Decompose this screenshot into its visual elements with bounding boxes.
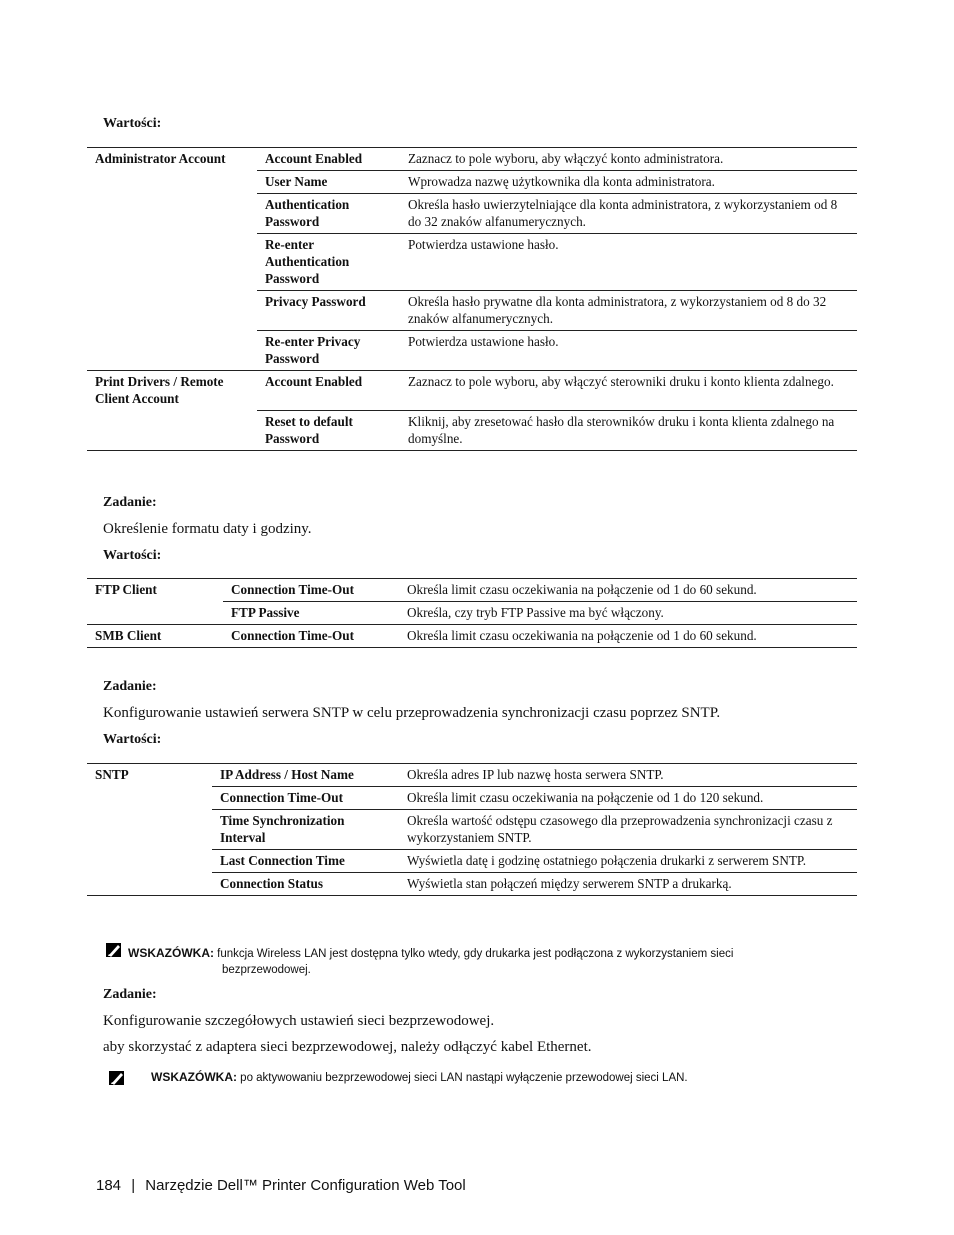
row-desc-cell: Potwierdza ustawione hasło. [400,331,857,371]
row-group-cell: Administrator Account [87,148,257,171]
row-field-cell: Connection Time-Out [212,787,399,810]
table-row [87,850,857,873]
row-group-cell [87,171,257,194]
row-group-cell [87,602,223,625]
admin-accounts-table [87,147,857,451]
task-label-4: Zadanie: [103,987,157,1002]
note-lan [151,1070,688,1084]
note-text-cont: bezprzewodowej. [222,964,311,976]
row-desc-cell: Zaznacz to pole wyboru, aby włączyć sterowniki druku i konto klienta zdalnego. [400,371,857,411]
row-desc-cell: Określa adres IP lub nazwę hosta serwera SNTP. [399,764,857,787]
row-field-cell: Re-enter Authentication Password [257,234,400,291]
ftp-smb-table [87,578,857,648]
row-field-cell: Time Synchronization Interval [212,810,399,850]
task-text-2: Określenie formatu daty i godziny. [103,521,312,537]
table-row [87,171,857,194]
row-desc-cell: Potwierdza ustawione hasło. [400,234,857,291]
row-field-cell: Privacy Password [257,291,400,331]
table-row [87,873,857,896]
table-row [87,148,857,171]
table-row [87,602,857,625]
row-field-cell: Connection Status [212,873,399,896]
note-label: WSKAZÓWKA: [128,946,214,960]
row-group-cell [87,291,257,331]
footer-separator: | [131,1177,136,1194]
row-field-cell: Last Connection Time [212,850,399,873]
table-row [87,787,857,810]
row-desc-cell: Kliknij, aby zresetować hasło dla sterowników druku i konta klienta zdalnego na domyślne. [400,410,857,450]
row-group-cell [87,787,212,810]
row-group-cell: SMB Client [87,625,223,648]
row-field-cell: Account Enabled [257,371,400,411]
page-footer [96,1177,466,1194]
task-text-4: Konfigurowanie szczegółowych ustawień sieci bezprzewodowej. [103,1013,495,1029]
note-text: po aktywowaniu bezprzewodowej sieci LAN nastąpi wyłączenie przewodowej sieci LAN. [236,1072,688,1084]
table-row [87,234,857,291]
page-number: 184 [96,1177,122,1194]
row-group-cell [87,410,257,450]
footer-title: Narzędzie Dell™ Printer Configuration Web Tool [145,1177,466,1194]
row-field-cell: User Name [257,171,400,194]
row-group-cell: Print Drivers / Remote Client Account [87,371,257,411]
row-desc-cell: Zaznacz to pole wyboru, aby włączyć konto administratora. [400,148,857,171]
table-row [87,331,857,371]
table-row [87,625,857,648]
note-label: WSKAZÓWKA: [151,1070,237,1084]
row-desc-cell: Określa wartość odstępu czasowego dla przeprowadzenia synchronizacji czasu z wykorzystaniem SNTP. [399,810,857,850]
row-group-cell [87,331,257,371]
row-group-cell [87,234,257,291]
note-pencil-icon [105,941,123,959]
row-group-cell [87,810,212,850]
row-desc-cell: Określa limit czasu oczekiwania na połączenie od 1 do 60 sekund. [399,625,857,648]
row-desc-cell: Wyświetla stan połączeń między serwerem SNTP a drukarką. [399,873,857,896]
values-label-2: Wartości: [103,548,162,563]
table-row [87,579,857,602]
task-text-3: Konfigurowanie ustawień serwera SNTP w celu przeprowadzenia synchronizacji czasu poprzez SNTP. [103,705,721,721]
table-row [87,810,857,850]
row-desc-cell: Określa hasło prywatne dla konta administratora, z wykorzystaniem od 8 do 32 znaków alfanumerycznych. [400,291,857,331]
row-desc-cell: Określa limit czasu oczekiwania na połączenie od 1 do 120 sekund. [399,787,857,810]
table-row [87,291,857,331]
row-desc-cell: Wprowadza nazwę użytkownika dla konta administratora. [400,171,857,194]
row-field-cell: Account Enabled [257,148,400,171]
table-row [87,410,857,450]
row-group-cell: FTP Client [87,579,223,602]
row-group-cell: SNTP [87,764,212,787]
table-row [87,371,857,411]
note-pencil-icon [108,1069,126,1087]
table-row [87,194,857,234]
row-field-cell: Connection Time-Out [223,579,399,602]
values-label-3: Wartości: [103,732,162,747]
row-desc-cell: Określa hasło uwierzytelniające dla konta administratora, z wykorzystaniem od 8 do 32 znaków alfanumerycznych. [400,194,857,234]
task-label-2: Zadanie: [103,495,157,510]
row-field-cell: Re-enter Privacy Password [257,331,400,371]
row-desc-cell: Określa, czy tryb FTP Passive ma być włączony. [399,602,857,625]
table-row [87,764,857,787]
row-field-cell: FTP Passive [223,602,399,625]
row-group-cell [87,873,212,896]
row-group-cell [87,194,257,234]
row-field-cell: Connection Time-Out [223,625,399,648]
row-desc-cell: Wyświetla datę i godzinę ostatniego połączenia drukarki z serwerem SNTP. [399,850,857,873]
row-field-cell: Reset to default Password [257,410,400,450]
note-text: funkcja Wireless LAN jest dostępna tylko wtedy, gdy drukarka jest podłączona z wykorzystaniem sieci [213,948,734,960]
row-group-cell [87,850,212,873]
note-wireless [128,946,828,960]
row-field-cell: IP Address / Host Name [212,764,399,787]
task-text-4b: aby skorzystać z adaptera sieci bezprzewodowej, należy odłączyć kabel Ethernet. [103,1039,592,1055]
values-label-1: Wartości: [103,116,162,131]
row-desc-cell: Określa limit czasu oczekiwania na połączenie od 1 do 60 sekund. [399,579,857,602]
sntp-table [87,763,857,896]
task-label-3: Zadanie: [103,679,157,694]
row-field-cell: Authentication Password [257,194,400,234]
